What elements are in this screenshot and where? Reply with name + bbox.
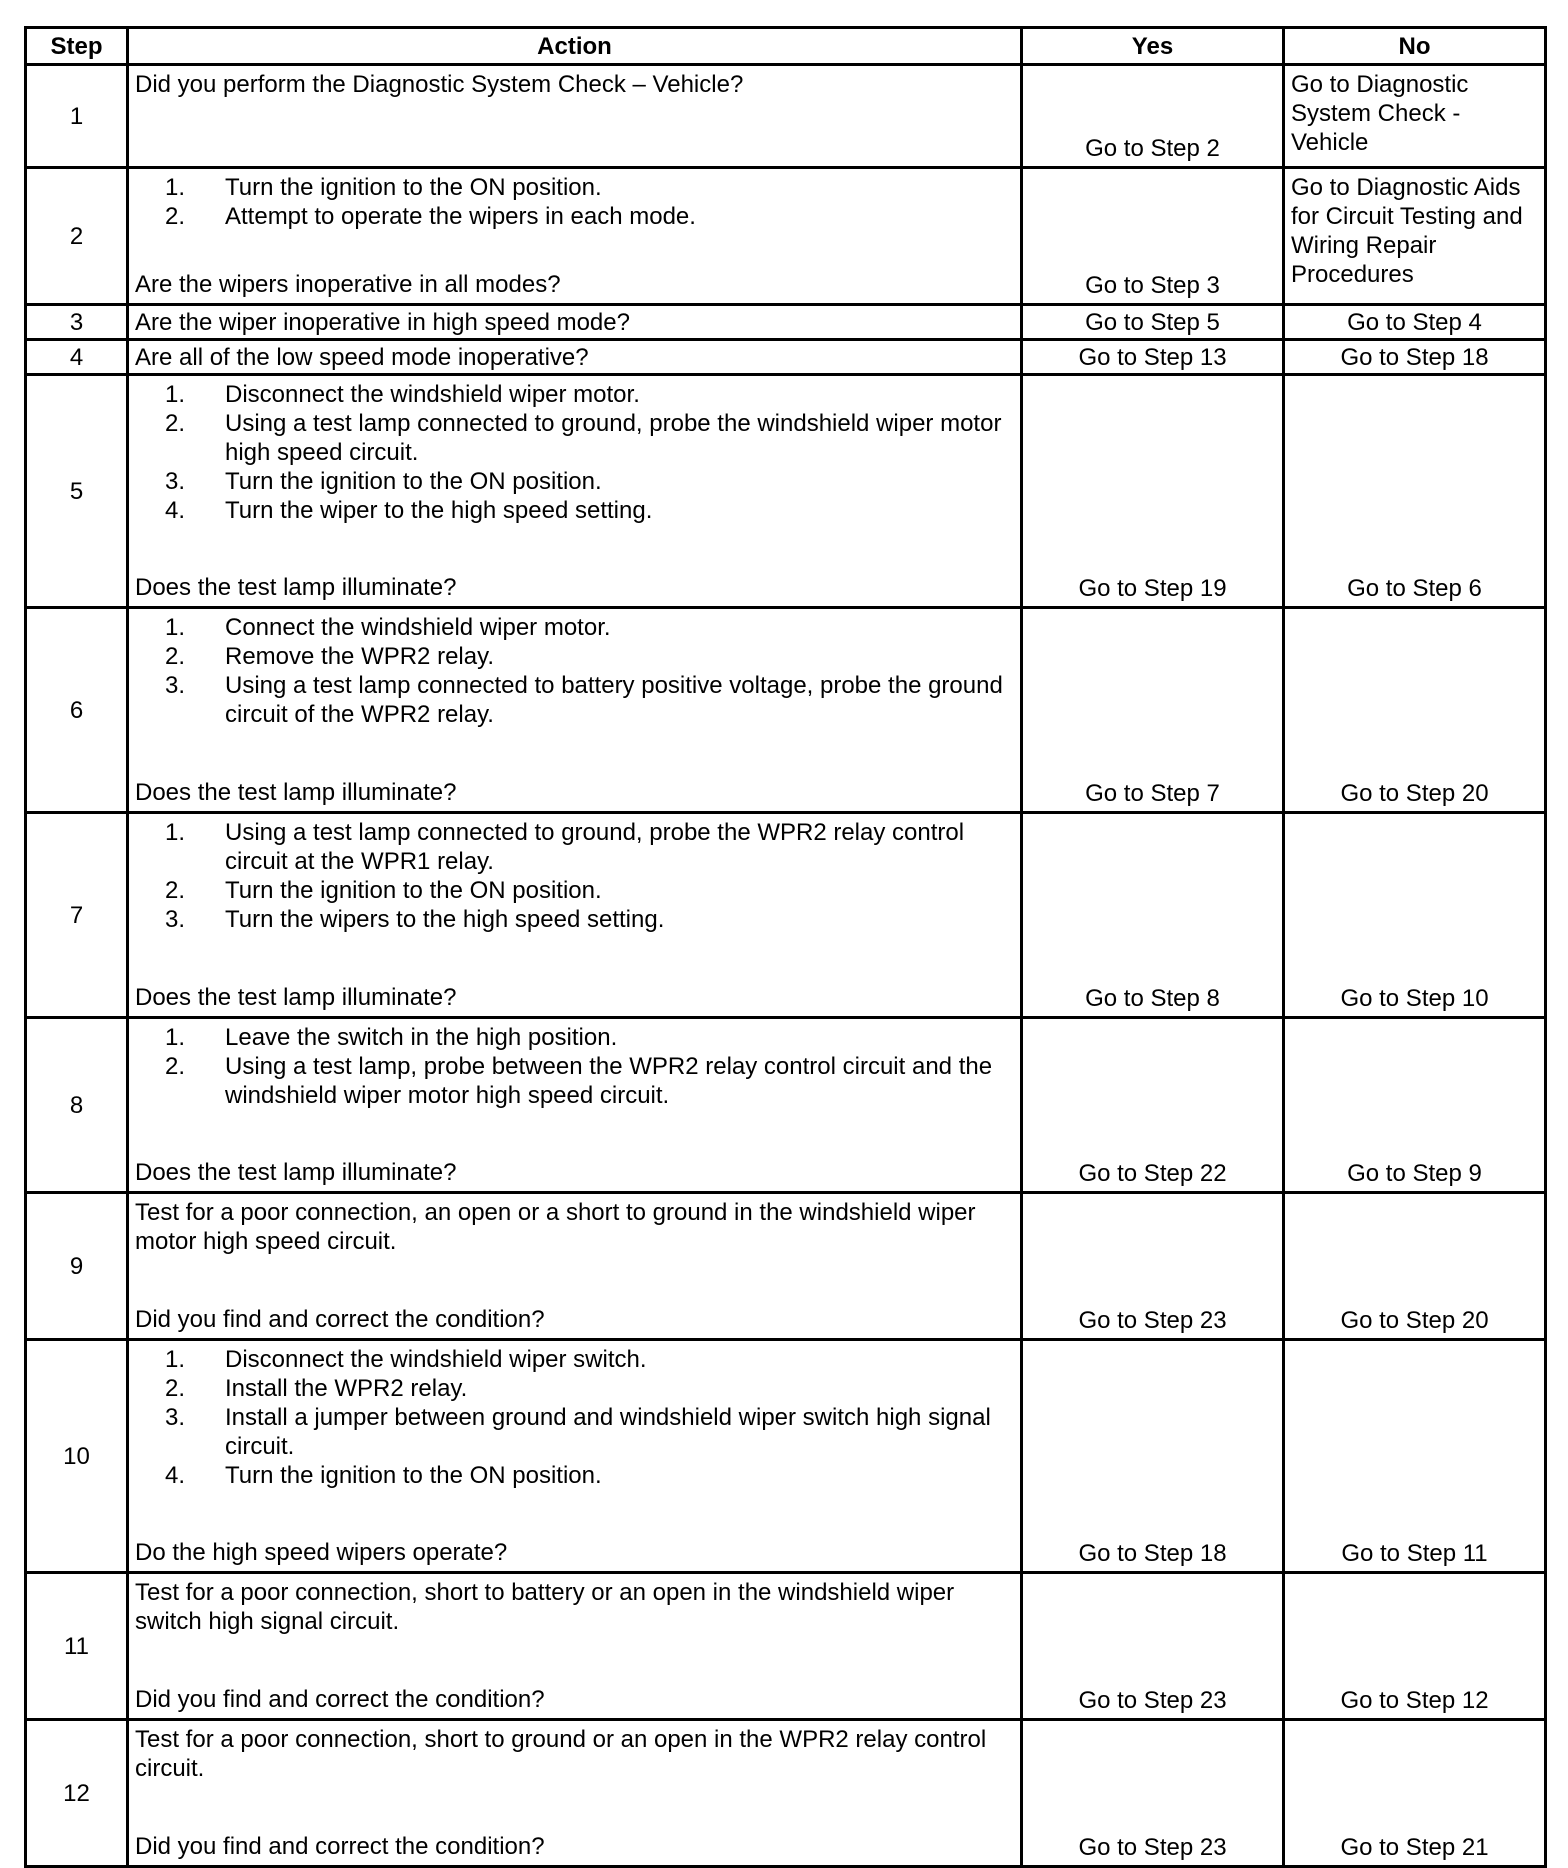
action-cell [128,65,1022,168]
action-question: Does the test lamp illuminate? [135,984,457,1011]
substep-item [165,202,1014,231]
step-number: 8 [26,1018,128,1193]
substep-list [135,380,1014,525]
no-result: Go to Step 21 [1284,1720,1546,1867]
substep-item [165,613,1014,642]
substep-number: 1. [165,819,186,846]
table-row [26,305,1546,340]
table-row [26,1193,1546,1340]
substep-list [135,1023,1014,1110]
table-header-row [26,28,1546,65]
no-result: Go to Step 9 [1284,1018,1546,1193]
no-result: Go to Step 10 [1284,813,1546,1018]
diagnostic-table [24,26,1547,1868]
step-number: 10 [26,1340,128,1573]
substep-item [165,642,1014,671]
substep-number: 1. [165,381,186,408]
action-question: Does the test lamp illuminate? [135,1159,457,1186]
substep-text: Disconnect the windshield wiper motor. [225,381,640,408]
header-no: No [1284,28,1546,65]
substep-text: Turn the ignition to the ON position. [225,174,602,201]
substep-text: Leave the switch in the high position. [225,1024,618,1051]
yes-result: Go to Step 3 [1022,168,1284,305]
action-question: Do the high speed wipers operate? [135,1539,508,1566]
step-number: 6 [26,608,128,813]
substep-item [165,1023,1014,1052]
action-description: Test for a poor connection, short to ground or an open in the WPR2 relay control circuit. [135,1726,987,1782]
step-number: 7 [26,813,128,1018]
action-question: Did you find and correct the condition? [135,1306,545,1333]
action-cell [128,1018,1022,1193]
table-row [26,813,1546,1018]
yes-result: Go to Step 2 [1022,65,1284,168]
substep-text: Install the WPR2 relay. [225,1375,468,1402]
yes-result: Go to Step 18 [1022,1340,1284,1573]
action-cell [128,1340,1022,1573]
substep-item [165,467,1014,496]
no-result: Go to Step 6 [1284,375,1546,608]
substep-number: 2. [165,1375,186,1402]
action-cell [128,340,1022,375]
substep-number: 3. [165,906,186,933]
substep-item [165,1461,1014,1490]
action-question: Did you find and correct the condition? [135,1833,545,1860]
substep-text: Disconnect the windshield wiper switch. [225,1346,647,1373]
header-action: Action [128,28,1022,65]
substep-number: 1. [165,614,186,641]
substep-number: 3. [165,468,186,495]
action-question: Are all of the low speed mode inoperative? [135,343,589,371]
substep-text: Turn the ignition to the ON position. [225,468,602,495]
substep-item [165,496,1014,525]
no-result: Go to Diagnostic Aids for Circuit Testing and Wiring Repair Procedures [1284,168,1546,305]
substep-text: Using a test lamp, probe between the WPR2 relay control circuit and the windshield wiper motor high speed circuit. [225,1053,993,1109]
action-cell [128,813,1022,1018]
substep-number: 2. [165,877,186,904]
step-number: 4 [26,340,128,375]
no-result: Go to Step 4 [1284,305,1546,340]
yes-result: Go to Step 23 [1022,1193,1284,1340]
substep-item [165,876,1014,905]
substep-number: 2. [165,203,186,230]
substep-item [165,1374,1014,1403]
header-yes: Yes [1022,28,1284,65]
table-row [26,65,1546,168]
step-number: 2 [26,168,128,305]
substep-list [135,1345,1014,1490]
substep-text: Remove the WPR2 relay. [225,643,494,670]
substep-number: 3. [165,1404,186,1431]
no-result: Go to Step 12 [1284,1573,1546,1720]
substep-item [165,1052,1014,1110]
step-number: 12 [26,1720,128,1867]
header-step: Step [26,28,128,65]
substep-item [165,1345,1014,1374]
substep-list [135,613,1014,729]
step-number: 1 [26,65,128,168]
no-result: Go to Diagnostic System Check - Vehicle [1284,65,1546,168]
table-row [26,1018,1546,1193]
action-cell [128,375,1022,608]
substep-number: 4. [165,1462,186,1489]
substep-number: 2. [165,1053,186,1080]
substep-item [165,173,1014,202]
substep-text: Connect the windshield wiper motor. [225,614,611,641]
substep-text: Turn the ignition to the ON position. [225,1462,602,1489]
no-result: Go to Step 11 [1284,1340,1546,1573]
action-description: Test for a poor connection, short to battery or an open in the windshield wiper switch high signal circuit. [135,1579,955,1635]
substep-item [165,671,1014,729]
substep-item [165,1403,1014,1461]
step-number: 9 [26,1193,128,1340]
substep-item [165,905,1014,934]
action-cell [128,1193,1022,1340]
step-number: 11 [26,1573,128,1720]
yes-result: Go to Step 23 [1022,1720,1284,1867]
action-question: Did you find and correct the condition? [135,1686,545,1713]
yes-result: Go to Step 13 [1022,340,1284,375]
substep-number: 2. [165,643,186,670]
substep-text: Install a jumper between ground and windshield wiper switch high signal circuit. [225,1404,991,1460]
table-row [26,1340,1546,1573]
no-result: Go to Step 20 [1284,608,1546,813]
action-question: Did you perform the Diagnostic System Check – Vehicle? [135,71,744,98]
step-number: 3 [26,305,128,340]
substep-text: Turn the ignition to the ON position. [225,877,602,904]
substep-number: 4. [165,497,186,524]
action-cell [128,1720,1022,1867]
substep-text: Attempt to operate the wipers in each mode. [225,203,696,230]
table-row [26,608,1546,813]
action-description: Test for a poor connection, an open or a short to ground in the windshield wiper motor high speed circuit. [135,1199,976,1255]
substep-number: 1. [165,1024,186,1051]
action-question: Does the test lamp illuminate? [135,574,457,601]
table-row [26,168,1546,305]
substep-text: Using a test lamp connected to battery positive voltage, probe the ground circuit of the WPR2 relay. [225,672,1003,728]
substep-text: Turn the wipers to the high speed setting. [225,906,665,933]
substep-number: 1. [165,1346,186,1373]
substep-item [165,380,1014,409]
yes-result: Go to Step 8 [1022,813,1284,1018]
table-row [26,1720,1546,1867]
substep-text: Turn the wiper to the high speed setting. [225,497,653,524]
step-number: 5 [26,375,128,608]
action-cell [128,1573,1022,1720]
yes-result: Go to Step 7 [1022,608,1284,813]
action-question: Are the wipers inoperative in all modes? [135,271,561,298]
substep-list [135,173,1014,231]
substep-item [165,409,1014,467]
yes-result: Go to Step 22 [1022,1018,1284,1193]
yes-result: Go to Step 5 [1022,305,1284,340]
yes-result: Go to Step 23 [1022,1573,1284,1720]
substep-number: 1. [165,174,186,201]
yes-result: Go to Step 19 [1022,375,1284,608]
no-result: Go to Step 20 [1284,1193,1546,1340]
action-cell [128,168,1022,305]
action-question: Does the test lamp illuminate? [135,779,457,806]
substep-list [135,818,1014,934]
action-cell [128,305,1022,340]
substep-text: Using a test lamp connected to ground, probe the windshield wiper motor high speed circuit. [225,410,1002,466]
substep-text: Using a test lamp connected to ground, probe the WPR2 relay control circuit at the WPR1 relay. [225,819,965,875]
action-question: Are the wiper inoperative in high speed mode? [135,308,630,336]
table-row [26,1573,1546,1720]
substep-number: 2. [165,410,186,437]
table-row [26,375,1546,608]
no-result: Go to Step 18 [1284,340,1546,375]
substep-item [165,818,1014,876]
action-cell [128,608,1022,813]
substep-number: 3. [165,672,186,699]
table-row [26,340,1546,375]
